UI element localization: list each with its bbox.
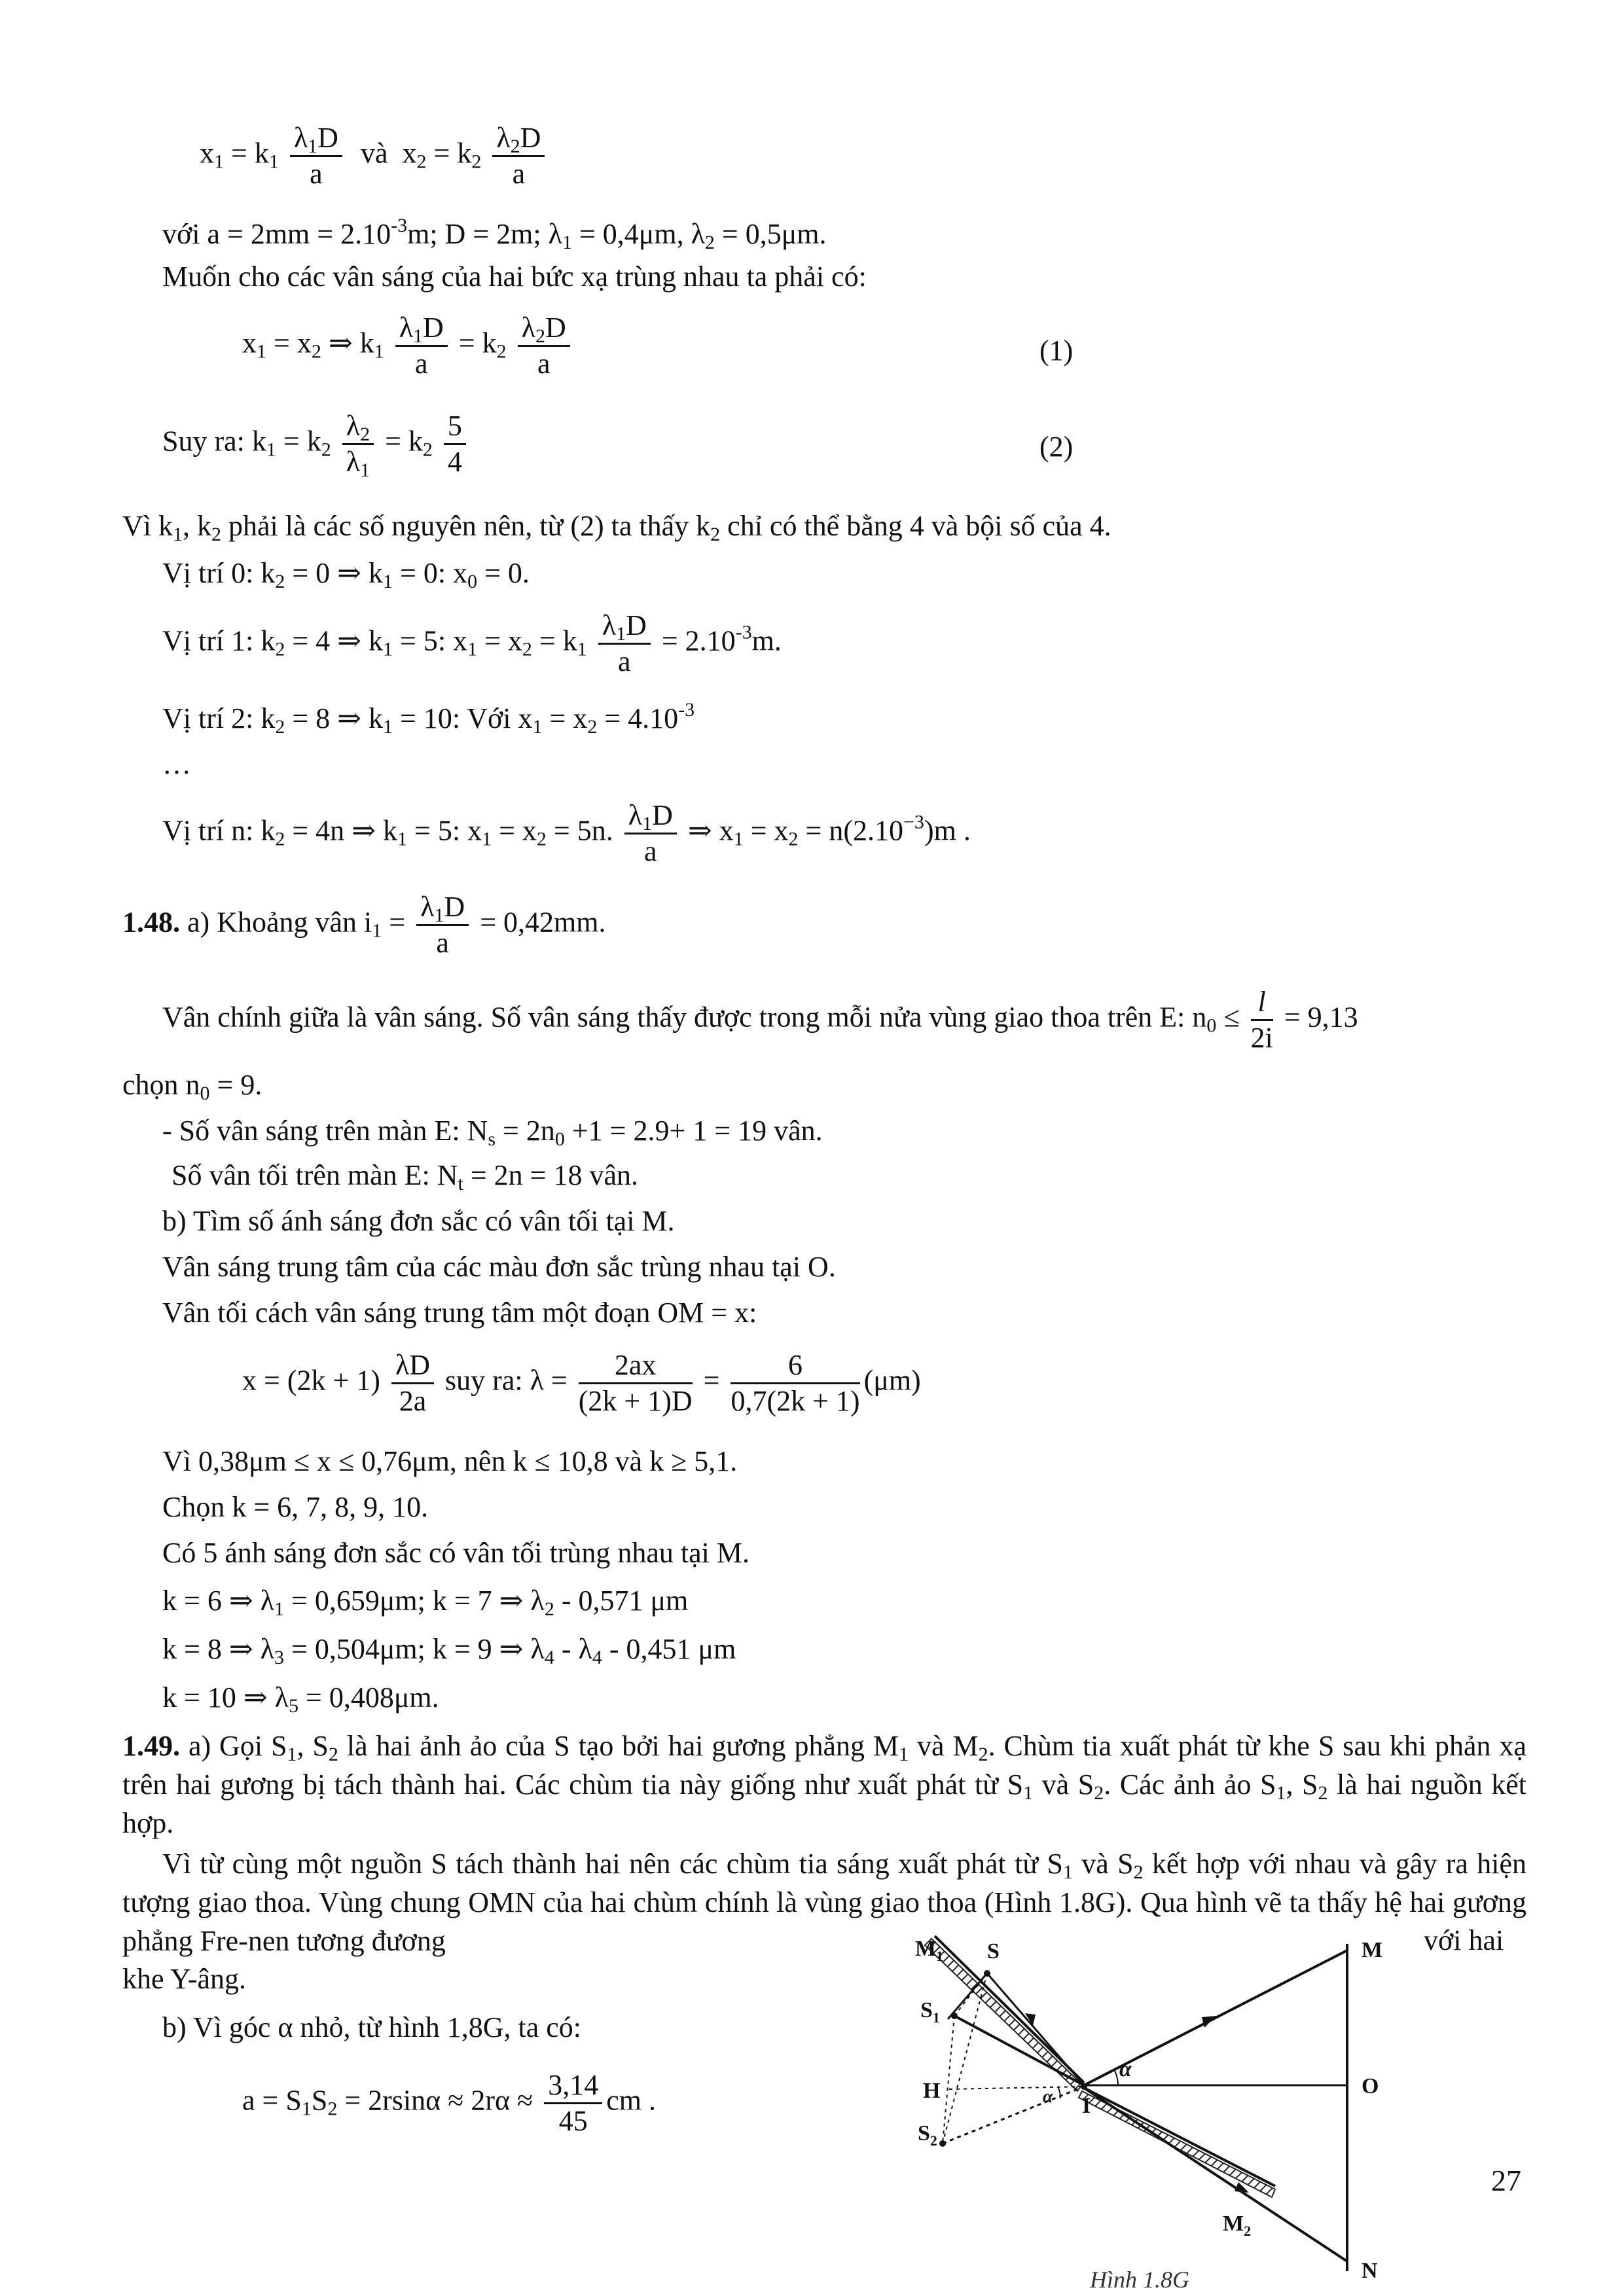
position-2: Vị trí 2: $k_2 = 8$ ⇒ $k_1 = 10$: Với $x_1 = x_2 = 4.10^{-3}$ — [162, 699, 695, 738]
equation-x1-x2: $x_1 = k_1$ $\frac{\lambda_1D}{a}$ và $x_2 = k_2$ $\frac{\lambda_2D}{a}$ — [200, 121, 549, 191]
dark-distance: Vân tối cách vân sáng trung tâm một đoạn OM = x: — [162, 1297, 757, 1329]
angle-arc-alpha-left — [1058, 2087, 1060, 2098]
incident-ray-1 — [987, 1973, 1084, 2085]
five-colors: Có 5 ánh sáng đơn sắc có vân tối trùng nhau tại M. — [162, 1537, 749, 1569]
label-o: O — [1362, 2074, 1379, 2098]
point-s — [984, 1970, 990, 1977]
mirror-m2 — [1079, 2091, 1275, 2197]
dark-count: Số vân tối trên màn E: $N_t = 2n = 18$ vân. — [171, 1159, 639, 1194]
label-s: S — [987, 1939, 1000, 1964]
position-1: Vị trí 1: $k_2 = 4$ ⇒ $k_1 = 5$: $x_1 = x_2 = k_1$ $\frac{\lambda_1D}{a}$ = $2.10^{-3}m$. — [162, 609, 782, 677]
mirror-m2-line — [1084, 2088, 1275, 2186]
label-s1: $S_1$ — [920, 1998, 940, 2026]
k6-k7: k = 6 ⇒ $\lambda_1 = 0,659\mu m$; k = 7 ⇒ $\lambda_2 - 0,571$ μm — [162, 1585, 689, 1620]
central-coincide: Vân sáng trung tâm của các màu đơn sắc trùng nhau tại O. — [162, 1251, 836, 1283]
young-slits: khe Y-âng. — [122, 1963, 246, 1995]
label-i: I — [1082, 2094, 1091, 2118]
point-s1 — [951, 2013, 958, 2019]
position-n: Vị trí n: $k_2 = 4n$ ⇒ $k_1 = 5$: $x_1 = x_2 = 5n$. $\frac{\lambda_1D}{a}$ ⇒ $x_1 = x_2 = n(2.10^{-3})m$ . — [162, 799, 971, 867]
figure-caption: Hình 1.8G — [1090, 2267, 1189, 2293]
position-0: Vị trí 0: $k_2 = 0$ ⇒ $k_1 = 0$: $x_0 = 0$. — [162, 557, 530, 592]
ellipsis: … — [162, 748, 191, 780]
mirror-m1 — [925, 1939, 1082, 2091]
k10: k = 10 ⇒ $\lambda_5 = 0,408\mu m$. — [162, 1681, 439, 1717]
dashed-h-i — [949, 2087, 1084, 2089]
equation-lambda: x = (2k + 1) $\frac{\lambda D}{2a}$ suy ra: λ = $\frac{2ax}{(2k + 1)D}$ = $\frac{6}{0,7(2k + 1)}$ (μm) — [242, 1349, 921, 1417]
choose-k: Chọn k = 6, 7, 8, 9, 10. — [162, 1491, 429, 1523]
label-s2: $S_2$ — [918, 2121, 937, 2149]
range-line: Vì 0,38μm ≤ x ≤ 0,76μm, nên k ≤ 10,8 và k ≥ 5,1. — [162, 1445, 738, 1477]
part-b-small-angle: b) Vì góc α nhỏ, từ hình 1,8G, ta có: — [162, 2011, 582, 2043]
integer-condition: Vì $k_1$, $k_2$ phải là các số nguyên nên, từ (2) ta thấy $k_2$ chỉ có thể bằng 4 và bội số của 4. — [122, 510, 1111, 545]
label-alpha-right: α — [1119, 2057, 1132, 2081]
label-n: N — [1362, 2259, 1378, 2283]
central-fringe-line: Vân chính giữa là vân sáng. Số vân sáng thấy được trong mỗi nửa vùng giao thoa trên E: $n_0$ ≤ $\frac{l}{2i}$ = 9,13 — [162, 986, 1358, 1054]
label-m1: $M_1$ — [915, 1937, 944, 1964]
bright-count: - Số vân sáng trên màn E: $N_s = 2n_0 +1 = 2.9+ 1 = 19$ vân. — [162, 1115, 823, 1150]
choose-n0: chọn $n_0 = 9$. — [122, 1069, 262, 1104]
given-values: với $a = 2mm = 2.10^{-3}m$; D = 2m; $\lambda_1 = 0,4\mu m$, $\lambda_2 = 0,5\mu m$. — [162, 215, 827, 253]
equation-number-1: (1) — [1039, 334, 1074, 367]
part-b-find: b) Tìm số ánh sáng đơn sắc có vân tối tại M. — [162, 1205, 675, 1237]
label-m2: $M_2$ — [1223, 2212, 1252, 2239]
equation-number-2: (2) — [1039, 431, 1074, 463]
problem-1-49-explain: Vì từ cùng một nguồn S tách thành hai nên các chùm tia sáng xuất phát từ $S_1$ và $S_2$ kết hợp với nhau và gây ra hiện tượng giao thoa. Vùng chung OMN của hai chùm chính là vùng giao thoa (Hình 1.8G). Qua hình vẽ ta thấy hệ hai gương phẳng Fre-nen tương đương — [122, 1848, 1526, 1957]
equation-2: Suy ra: $k_1 = k_2$ $\frac{\lambda_2}{\lambda_1}$ = $k_2$ $\frac{5}{4}$ — [162, 409, 470, 479]
label-alpha-left: α — [1043, 2087, 1053, 2107]
ray-s2-i — [943, 2087, 1084, 2144]
figure-1-8g — [909, 1931, 1406, 2291]
problem-1-48-a: 1.48. a) Khoảng vân $i_1$ = $\frac{\lambda_1D}{a}$ = 0,42mm. — [122, 891, 606, 959]
with-two: với hai — [1424, 1924, 1504, 1956]
label-h: H — [923, 2079, 941, 2103]
equation-a: $a = S_1S_2 = 2rsin\alpha \approx 2r\alpha$ ≈ $\frac{3,14}{45}$ cm . — [242, 2069, 656, 2137]
condition-line: Muốn cho các vân sáng của hai bức xạ trùng nhau ta phải có: — [162, 260, 867, 293]
dashed-s1-s2 — [943, 2016, 954, 2144]
fresnel-mirror-diagram — [909, 1931, 1406, 2291]
k8-k9: k = 8 ⇒ $\lambda_3 = 0,504\mu m$; k = 9 ⇒ $\lambda_4 - \lambda_4 - 0,451$ μm — [162, 1633, 736, 1668]
label-m: M — [1362, 1938, 1383, 1962]
angle-arc-alpha-right — [1114, 2070, 1118, 2085]
ray-to-n — [1084, 2088, 1347, 2261]
point-i — [1081, 2083, 1087, 2090]
page-number: 27 — [1491, 2164, 1521, 2197]
arrow-up — [1202, 2016, 1216, 2028]
problem-1-49-a: 1.49. a) Gọi $S_1$, $S_2$ là hai ảnh ảo của S tạo bởi hai gương phẳng $M_1$ và $M_2$. Chùm tia xuất phát từ khe S sau khi phản xạ trên hai gương bị tách thành hai. Các chùm tia này giống như xuất phát từ $S_1$ và $S_2$. Các ảnh ảo $S_1$, $S_2$ là hai nguồn kết hợp. — [122, 1730, 1527, 1839]
equation-1: $x_1 = x_2$ ⇒ $k_1$ $\frac{\lambda_1D}{a}$ = $k_2$ $\frac{\lambda_2D}{a}$ — [242, 311, 574, 381]
point-s2 — [939, 2140, 946, 2147]
